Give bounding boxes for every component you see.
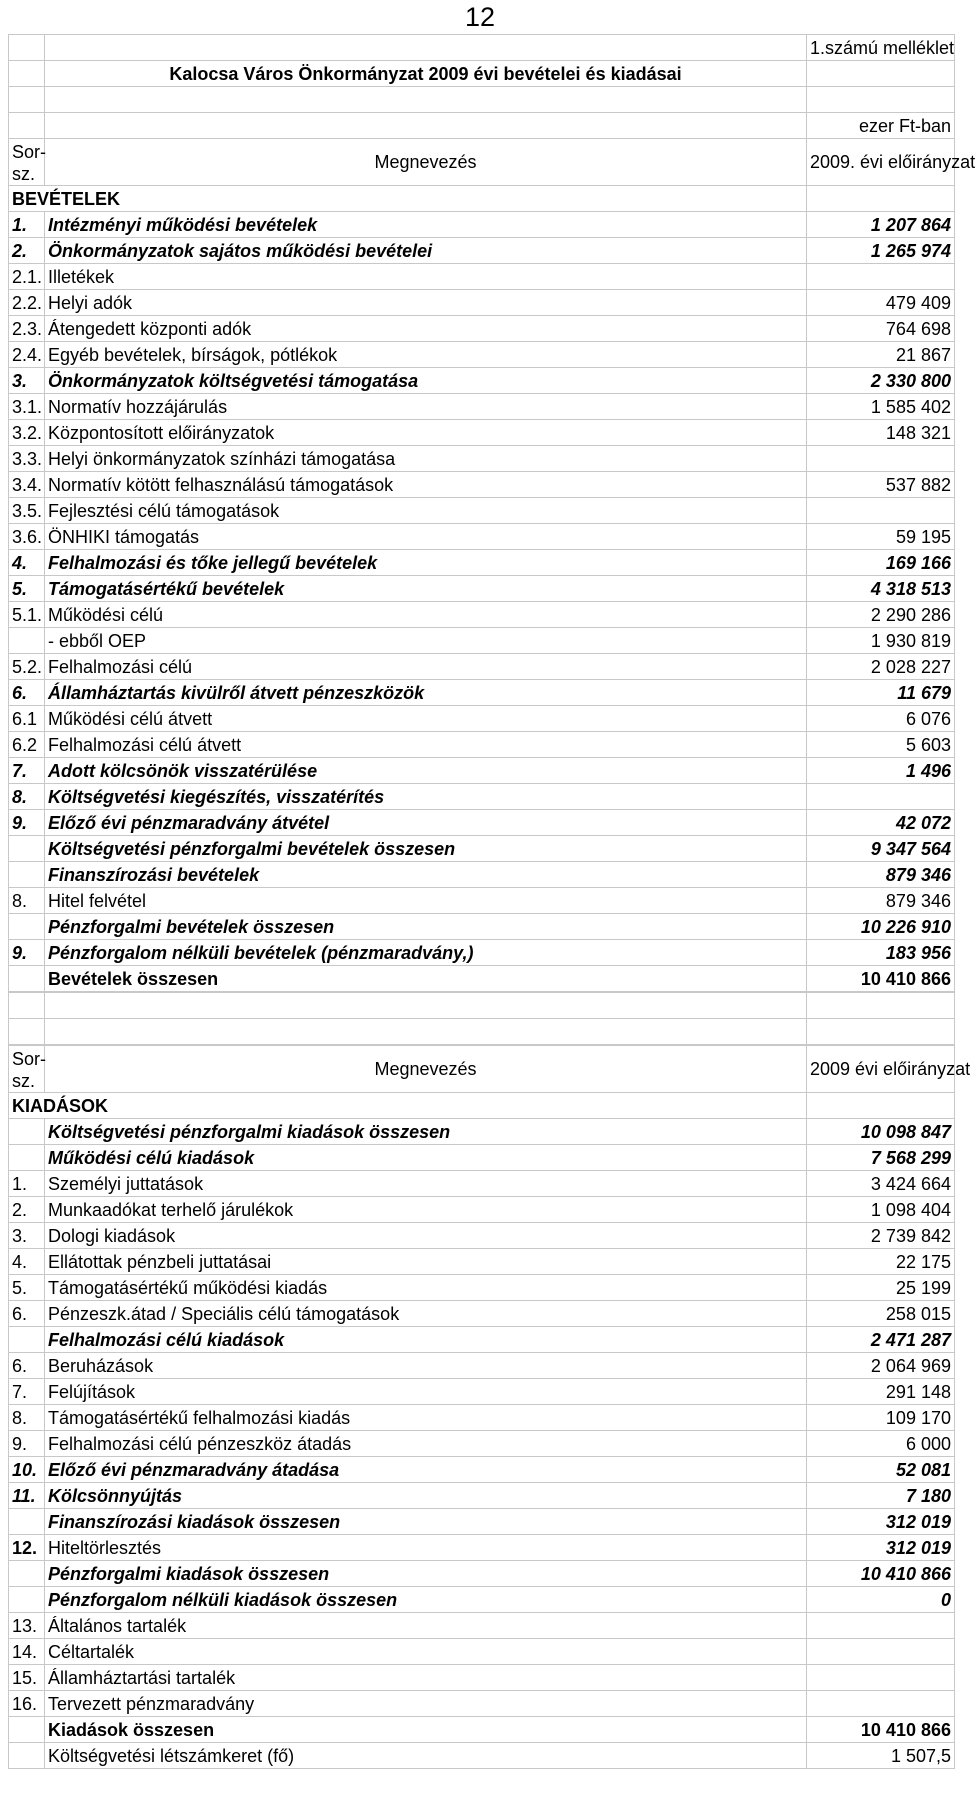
row-value: 183 956	[807, 940, 955, 966]
table-row	[9, 1275, 955, 1301]
row-value: 1 098 404	[807, 1197, 955, 1223]
row-value: 10 410 866	[807, 966, 955, 992]
row-name: Államháztartás kivülről átvett pénzeszközök	[45, 680, 807, 706]
row-value: 42 072	[807, 810, 955, 836]
row-name: Felhalmozási célú	[45, 654, 807, 680]
row-name: Költségvetési kiegészítés, visszatérítés	[45, 784, 807, 810]
row-number: 15.	[9, 1665, 45, 1691]
row-number: 6.	[9, 1301, 45, 1327]
blank-row	[9, 1019, 955, 1045]
row-value: 1 265 974	[807, 238, 955, 264]
row-value: 10 410 866	[807, 1561, 955, 1587]
row-value	[807, 498, 955, 524]
row-value	[807, 1639, 955, 1665]
row-value: 7 568 299	[807, 1145, 955, 1171]
table-row	[9, 1691, 955, 1717]
row-value: 291 148	[807, 1379, 955, 1405]
row-number	[9, 966, 45, 992]
header-eloiranyzat: 2009 évi előirányzat	[807, 1046, 955, 1093]
row-value: 312 019	[807, 1509, 955, 1535]
row-value: 879 346	[807, 862, 955, 888]
row-number: 1.	[9, 212, 45, 238]
row-value: 109 170	[807, 1405, 955, 1431]
row-number	[9, 1743, 45, 1769]
row-number: 3.4.	[9, 472, 45, 498]
unit-row	[9, 113, 955, 139]
row-name: Helyi önkormányzatok színházi támogatása	[45, 446, 807, 472]
row-number: 5.	[9, 1275, 45, 1301]
table-row	[9, 576, 955, 602]
row-name: Kölcsönnyújtás	[45, 1483, 807, 1509]
row-value	[807, 1665, 955, 1691]
expense-header-row	[9, 1046, 955, 1093]
table-row	[9, 550, 955, 576]
row-value: 148 321	[807, 420, 955, 446]
row-name: Előző évi pénzmaradvány átvétel	[45, 810, 807, 836]
header-sorszam: Sor-sz.	[9, 1046, 45, 1093]
row-value: 6 076	[807, 706, 955, 732]
table-row	[9, 940, 955, 966]
row-value: 2 330 800	[807, 368, 955, 394]
table-row	[9, 1743, 955, 1769]
row-name: Államháztartási tartalék	[45, 1665, 807, 1691]
table-row	[9, 1119, 955, 1145]
row-number: 5.	[9, 576, 45, 602]
table-row	[9, 1223, 955, 1249]
row-number: 2.	[9, 238, 45, 264]
row-name: Felújítások	[45, 1379, 807, 1405]
row-value: 2 290 286	[807, 602, 955, 628]
row-number	[9, 836, 45, 862]
table-row	[9, 680, 955, 706]
table-row	[9, 706, 955, 732]
row-number: 8.	[9, 888, 45, 914]
row-value: 5 603	[807, 732, 955, 758]
table-row	[9, 1197, 955, 1223]
table-row	[9, 1639, 955, 1665]
expense-table	[8, 1045, 971, 1769]
row-name: Pénzforgalom nélküli kiadások összesen	[45, 1587, 807, 1613]
row-number: 6.	[9, 680, 45, 706]
table-row	[9, 1145, 955, 1171]
income-table	[8, 34, 975, 992]
table-row	[9, 1717, 955, 1743]
table-row	[9, 966, 955, 992]
expense-section-row	[9, 1093, 955, 1119]
page-number: 12	[464, 2, 496, 32]
row-name: Pénzforgalmi bevételek összesen	[45, 914, 807, 940]
row-value: 1 930 819	[807, 628, 955, 654]
table-row	[9, 1171, 955, 1197]
row-value: 10 410 866	[807, 1717, 955, 1743]
row-name: Önkormányzatok sajátos működési bevételei	[45, 238, 807, 264]
row-number: 11.	[9, 1483, 45, 1509]
row-name: Működési célú	[45, 602, 807, 628]
table-row	[9, 446, 955, 472]
row-name: Önkormányzatok költségvetési támogatása	[45, 368, 807, 394]
row-value: 764 698	[807, 316, 955, 342]
table-row	[9, 654, 955, 680]
row-value: 1 585 402	[807, 394, 955, 420]
row-value: 11 679	[807, 680, 955, 706]
row-value: 1 496	[807, 758, 955, 784]
row-value: 1 207 864	[807, 212, 955, 238]
row-number: 14.	[9, 1639, 45, 1665]
row-name: Dologi kiadások	[45, 1223, 807, 1249]
row-value: 52 081	[807, 1457, 955, 1483]
row-name: Támogatásértékű működési kiadás	[45, 1275, 807, 1301]
row-number: 9.	[9, 940, 45, 966]
row-name: Személyi juttatások	[45, 1171, 807, 1197]
row-name: Előző évi pénzmaradvány átadása	[45, 1457, 807, 1483]
row-number	[9, 1145, 45, 1171]
table-row	[9, 1587, 955, 1613]
row-number: 2.2.	[9, 290, 45, 316]
table-row	[9, 914, 955, 940]
table-row	[9, 732, 955, 758]
header-sorszam: Sor-sz.	[9, 139, 45, 186]
row-name: Támogatásértékű felhalmozási kiadás	[45, 1405, 807, 1431]
table-row	[9, 1483, 955, 1509]
row-name: Pénzeszk.átad / Speciális célú támogatások	[45, 1301, 807, 1327]
row-name: Egyéb bevételek, bírságok, pótlékok	[45, 342, 807, 368]
row-value: 3 424 664	[807, 1171, 955, 1197]
header-eloiranyzat: 2009. évi előirányzat	[807, 139, 955, 186]
income-header-row	[9, 139, 955, 186]
header-megnevezes: Megnevezés	[45, 1046, 807, 1093]
row-name: Kiadások összesen	[45, 1717, 807, 1743]
annex-row	[9, 35, 955, 61]
row-value: 21 867	[807, 342, 955, 368]
row-value: 22 175	[807, 1249, 955, 1275]
row-name: Hiteltörlesztés	[45, 1535, 807, 1561]
gap-rows	[8, 992, 955, 1045]
table-row	[9, 888, 955, 914]
row-number	[9, 628, 45, 654]
table-row	[9, 238, 955, 264]
row-name: Általános tartalék	[45, 1613, 807, 1639]
row-number: 2.3.	[9, 316, 45, 342]
annex-label: 1.számú melléklet	[807, 35, 955, 61]
row-value: 7 180	[807, 1483, 955, 1509]
row-number	[9, 1587, 45, 1613]
row-name: Átengedett központi adók	[45, 316, 807, 342]
row-value: 10 226 910	[807, 914, 955, 940]
row-value	[807, 1613, 955, 1639]
table-row	[9, 368, 955, 394]
row-name: Felhalmozási célú pénzeszköz átadás	[45, 1431, 807, 1457]
row-name: Céltartalék	[45, 1639, 807, 1665]
row-name: Működési célú átvett	[45, 706, 807, 732]
table-row	[9, 1301, 955, 1327]
row-name: Finanszírozási kiadások összesen	[45, 1509, 807, 1535]
row-number: 2.4.	[9, 342, 45, 368]
table-row	[9, 862, 955, 888]
row-name: Adott kölcsönök visszatérülése	[45, 758, 807, 784]
row-number: 1.	[9, 1171, 45, 1197]
row-name: Felhalmozási célú átvett	[45, 732, 807, 758]
row-number	[9, 1327, 45, 1353]
income-section-row	[9, 186, 955, 212]
row-number: 8.	[9, 784, 45, 810]
row-name: Intézményi működési bevételek	[45, 212, 807, 238]
row-name: Illetékek	[45, 264, 807, 290]
table-row	[9, 628, 955, 654]
row-name: Bevételek összesen	[45, 966, 807, 992]
row-number	[9, 1561, 45, 1587]
table-row	[9, 784, 955, 810]
table-row	[9, 472, 955, 498]
title-row	[9, 61, 955, 87]
row-number: 7.	[9, 758, 45, 784]
table-row	[9, 1431, 955, 1457]
blank-row	[9, 993, 955, 1019]
row-name: - ebből OEP	[45, 628, 807, 654]
row-number: 3.	[9, 368, 45, 394]
row-value	[807, 446, 955, 472]
row-value: 258 015	[807, 1301, 955, 1327]
table-row	[9, 498, 955, 524]
blank-row	[9, 87, 955, 113]
row-value: 9 347 564	[807, 836, 955, 862]
row-value: 2 064 969	[807, 1353, 955, 1379]
row-number: 3.1.	[9, 394, 45, 420]
row-number: 5.1.	[9, 602, 45, 628]
row-number: 6.	[9, 1353, 45, 1379]
row-value: 2 028 227	[807, 654, 955, 680]
table-row	[9, 1457, 955, 1483]
table-row	[9, 810, 955, 836]
row-number	[9, 862, 45, 888]
row-number	[9, 1509, 45, 1535]
row-number: 12.	[9, 1535, 45, 1561]
row-value: 59 195	[807, 524, 955, 550]
row-name: Központosított előirányzatok	[45, 420, 807, 446]
table-row	[9, 758, 955, 784]
row-value: 479 409	[807, 290, 955, 316]
row-number	[9, 914, 45, 940]
table-row	[9, 1327, 955, 1353]
table-row	[9, 1509, 955, 1535]
row-number: 13.	[9, 1613, 45, 1639]
row-name: Költségvetési pénzforgalmi bevételek összesen	[45, 836, 807, 862]
row-name: Támogatásértékű bevételek	[45, 576, 807, 602]
table-row	[9, 1561, 955, 1587]
unit-label: ezer Ft-ban	[807, 113, 955, 139]
row-name: Pénzforgalom nélküli bevételek (pénzmaradvány,)	[45, 940, 807, 966]
row-name: Fejlesztési célú támogatások	[45, 498, 807, 524]
table-row	[9, 394, 955, 420]
table-row	[9, 264, 955, 290]
header-megnevezes: Megnevezés	[45, 139, 807, 186]
row-number: 5.2.	[9, 654, 45, 680]
table-row	[9, 212, 955, 238]
row-number: 10.	[9, 1457, 45, 1483]
table-row	[9, 420, 955, 446]
row-name: Beruházások	[45, 1353, 807, 1379]
table-row	[9, 290, 955, 316]
row-number: 2.1.	[9, 264, 45, 290]
row-name: Pénzforgalmi kiadások összesen	[45, 1561, 807, 1587]
row-value: 10 098 847	[807, 1119, 955, 1145]
row-number: 3.6.	[9, 524, 45, 550]
row-number: 3.	[9, 1223, 45, 1249]
table-row	[9, 602, 955, 628]
row-name: Felhalmozási célú kiadások	[45, 1327, 807, 1353]
row-name: ÖNHIKI támogatás	[45, 524, 807, 550]
table-row	[9, 316, 955, 342]
row-value: 879 346	[807, 888, 955, 914]
row-value	[807, 264, 955, 290]
row-number: 7.	[9, 1379, 45, 1405]
table-row	[9, 1353, 955, 1379]
section-title-kiadasok: KIADÁSOK	[9, 1093, 807, 1119]
page-title: Kalocsa Város Önkormányzat 2009 évi bevételei és kiadásai	[45, 61, 807, 87]
row-number: 3.5.	[9, 498, 45, 524]
table-row	[9, 342, 955, 368]
row-value: 312 019	[807, 1535, 955, 1561]
section-title-bevetelek: BEVÉTELEK	[9, 186, 807, 212]
row-value: 2 739 842	[807, 1223, 955, 1249]
row-value: 1 507,5	[807, 1743, 955, 1769]
table-row	[9, 1613, 955, 1639]
row-value: 25 199	[807, 1275, 955, 1301]
table-row	[9, 1535, 955, 1561]
row-number: 4.	[9, 1249, 45, 1275]
row-name: Felhalmozási és tőke jellegű bevételek	[45, 550, 807, 576]
row-number: 16.	[9, 1691, 45, 1717]
row-value: 6 000	[807, 1431, 955, 1457]
table-row	[9, 836, 955, 862]
table-row	[9, 524, 955, 550]
row-name: Ellátottak pénzbeli juttatásai	[45, 1249, 807, 1275]
row-number: 9.	[9, 1431, 45, 1457]
row-name: Helyi adók	[45, 290, 807, 316]
row-number: 6.1	[9, 706, 45, 732]
row-name: Hitel felvétel	[45, 888, 807, 914]
row-number	[9, 1717, 45, 1743]
row-value	[807, 1691, 955, 1717]
row-name: Tervezett pénzmaradvány	[45, 1691, 807, 1717]
table-row	[9, 1665, 955, 1691]
row-name: Normatív hozzájárulás	[45, 394, 807, 420]
row-value: 537 882	[807, 472, 955, 498]
table-row	[9, 1249, 955, 1275]
row-number: 2.	[9, 1197, 45, 1223]
row-value: 0	[807, 1587, 955, 1613]
table-row	[9, 1379, 955, 1405]
row-name: Finanszírozási bevételek	[45, 862, 807, 888]
row-value: 169 166	[807, 550, 955, 576]
row-number: 4.	[9, 550, 45, 576]
row-number: 9.	[9, 810, 45, 836]
row-number: 3.2.	[9, 420, 45, 446]
row-number: 8.	[9, 1405, 45, 1431]
row-value: 4 318 513	[807, 576, 955, 602]
row-value	[807, 784, 955, 810]
table-row	[9, 1405, 955, 1431]
row-name: Költségvetési létszámkeret (fő)	[45, 1743, 807, 1769]
row-number	[9, 1119, 45, 1145]
row-name: Működési célú kiadások	[45, 1145, 807, 1171]
row-number: 6.2	[9, 732, 45, 758]
row-name: Költségvetési pénzforgalmi kiadások összesen	[45, 1119, 807, 1145]
row-number: 3.3.	[9, 446, 45, 472]
row-value: 2 471 287	[807, 1327, 955, 1353]
row-name: Munkaadókat terhelő járulékok	[45, 1197, 807, 1223]
row-name: Normatív kötött felhasználású támogatások	[45, 472, 807, 498]
